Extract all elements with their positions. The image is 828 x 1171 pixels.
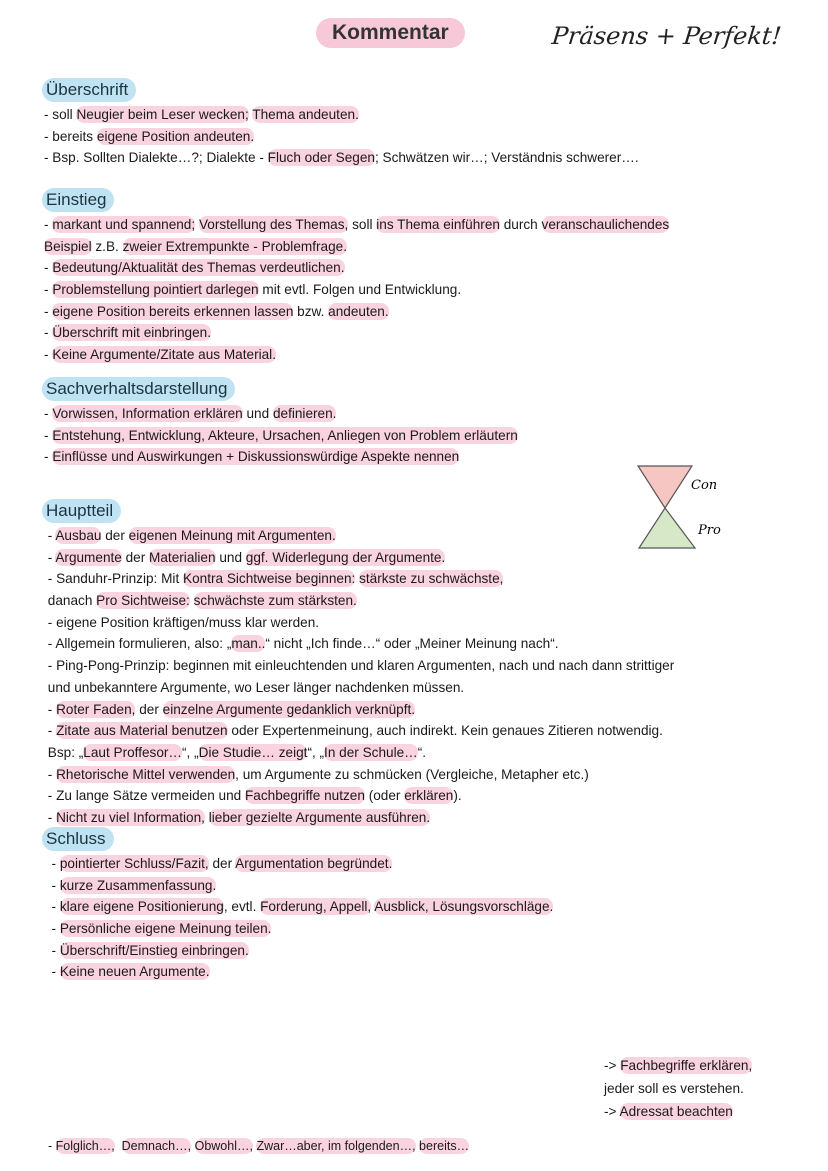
list-item — [48, 1136, 469, 1158]
highlighted-text: Die Studie… zeigt — [198, 744, 308, 760]
text: - — [44, 877, 60, 893]
highlighted-text: Neugier beim Leser wecken; — [76, 107, 249, 122]
highlighted-text: Keine neuen Argumente. — [59, 964, 210, 980]
list-item — [44, 301, 814, 323]
text: der — [135, 701, 163, 717]
highlighted-text: ggf. Widerlegung der Argumente. — [245, 549, 446, 565]
text: bzw. — [293, 303, 329, 319]
highlighted-text: ins Thema einführen — [376, 217, 500, 232]
text: , evtl. — [223, 899, 261, 915]
highlighted-text: schwächste zum stärksten. — [193, 593, 357, 609]
highlighted-text: andeuten. — [328, 303, 389, 319]
text: ). — [453, 788, 462, 804]
text: durch — [499, 217, 542, 232]
text: - — [44, 809, 57, 825]
highlighted-text: eigene Position bereits erkennen lassen — [52, 303, 294, 319]
highlighted-text: Folglich…, — [55, 1139, 115, 1153]
list-item — [44, 236, 814, 258]
highlighted-text: Pro Sichtweise: — [96, 593, 190, 609]
text: - — [44, 899, 60, 915]
list-item — [44, 785, 814, 807]
text: (oder — [364, 788, 405, 804]
highlighted-text: eigene Position andeuten. — [96, 128, 255, 144]
text: mit evtl. Folgen und Entwicklung. — [258, 282, 462, 298]
highlighted-text: Rhetorische Mittel verwenden — [56, 766, 236, 782]
highlighted-text: pointierter Schluss/Fazit, — [59, 856, 209, 871]
text: - bereits — [44, 128, 97, 144]
highlighted-text: markant und spannend; — [52, 217, 196, 232]
text: - — [44, 282, 53, 298]
highlighted-text: Nicht zu viel Information, — [56, 809, 205, 825]
list-item — [44, 612, 814, 634]
highlighted-text: veranschaulichendes — [541, 217, 670, 232]
text: danach — [44, 593, 97, 609]
hourglass-bottom-pro — [639, 508, 695, 548]
list-item — [44, 590, 814, 612]
highlighted-text: Ausblick, Lösungsvorschläge. — [374, 899, 554, 915]
list-item — [44, 403, 814, 425]
list-item — [44, 322, 814, 344]
highlighted-text: Beispiel — [44, 238, 92, 254]
list-item — [44, 807, 814, 829]
section-heading: Überschrift — [42, 78, 136, 102]
section-schluss — [44, 827, 814, 983]
list-item — [44, 742, 814, 764]
text: der — [121, 549, 150, 565]
highlighted-text: erklären — [404, 788, 454, 804]
list-item — [44, 764, 814, 786]
text: jeder soll es verstehen. — [604, 1081, 744, 1096]
text: - — [48, 1139, 56, 1153]
page-title: Kommentar — [316, 18, 465, 48]
list-item — [44, 279, 814, 301]
highlighted-text: Laut Proffesor… — [83, 744, 183, 760]
highlighted-text: Zwar…aber, im folgenden…, — [256, 1139, 416, 1153]
list-item — [44, 720, 814, 742]
highlighted-text: Entstehung, Entwicklung, Akteure, Ursachen, Anliegen von Problem erläutern — [52, 427, 518, 443]
text: - — [44, 427, 53, 443]
highlighted-text: klare eigene Positionierung — [59, 899, 224, 915]
text: z.B. — [91, 238, 123, 254]
highlighted-text: Kontra Sichtweise beginnen: — [183, 571, 356, 587]
text: “ nicht „Ich finde…“ oder „Meiner Meinung nach“. — [265, 636, 559, 652]
list-item — [604, 1054, 752, 1077]
highlighted-text: Keine Argumente/Zitate aus Material. — [52, 347, 276, 363]
list-item — [44, 677, 814, 699]
text: - Allgemein formulieren, also: „ — [44, 636, 232, 652]
text: ; Schwätzen wir…; Verständnis schwerer…. — [374, 150, 639, 166]
text: - — [44, 942, 60, 958]
text: - — [44, 549, 56, 565]
list-item — [44, 126, 814, 148]
highlighted-text: Zitate aus Material benutzen — [56, 723, 228, 739]
text: und — [242, 406, 273, 421]
text: - soll — [44, 107, 77, 122]
text: - — [44, 528, 56, 543]
highlighted-text: Überschrift/Einstieg einbringen. — [59, 942, 249, 958]
highlighted-text: Vorwissen, Information erklären — [52, 406, 243, 421]
list-item — [44, 918, 814, 940]
list-item — [44, 875, 814, 897]
text: - — [44, 217, 53, 232]
text: Bsp: „ — [44, 744, 84, 760]
list-item — [44, 961, 814, 983]
handwritten-note: Präsens + Perfekt! — [550, 22, 783, 50]
highlighted-text: eigenen Meinung mit Argumenten. — [128, 528, 336, 543]
list-item — [44, 896, 814, 918]
highlighted-text: stärkste zu schwächste, — [359, 571, 504, 587]
section-heading: Einstieg — [42, 188, 114, 212]
highlighted-text: Problemstellung pointiert darlegen — [52, 282, 259, 298]
connector-words — [48, 1136, 469, 1158]
text: - — [44, 303, 53, 319]
text: “, „ — [182, 744, 199, 760]
list-item — [44, 853, 814, 875]
highlighted-text: Einflüsse und Auswirkungen + Diskussionswürdige Aspekte nennen — [52, 449, 460, 465]
text: und unbekanntere Argumente, wo Leser länger nachdenken müssen. — [44, 679, 465, 695]
highlighted-text: Fluch oder Segen — [267, 150, 375, 166]
text: “. — [417, 744, 427, 760]
text: - Zu lange Sätze vermeiden und — [44, 788, 245, 804]
highlighted-text: zweier Extrempunkte - Problemfrage. — [122, 238, 347, 254]
highlighted-text: Thema andeuten. — [252, 107, 359, 122]
highlighted-text: Argumentation begründet. — [235, 856, 393, 871]
highlighted-text: Persönliche eigene Meinung teilen. — [59, 921, 272, 937]
text: - Ping-Pong-Prinzip: beginnen mit einleuchtenden und klaren Argumenten, nach und nach dann strittiger — [44, 658, 675, 674]
hourglass-top-con — [638, 466, 692, 508]
highlighted-text: In der Schule… — [324, 744, 418, 760]
section-heading: Schluss — [42, 827, 114, 851]
highlighted-text: Adressat beachten — [619, 1104, 733, 1119]
section-heading: Sachverhaltsdarstellung — [42, 377, 235, 401]
text: “, „ — [307, 744, 325, 760]
pro-label: Pro — [698, 523, 721, 538]
text: - Bsp. Sollten Dialekte…?; Dialekte - — [44, 150, 268, 166]
highlighted-text: Forderung, Appell, — [260, 899, 372, 915]
highlighted-text: Demnach…, — [121, 1139, 192, 1153]
text: - — [44, 766, 57, 782]
highlighted-text: Bedeutung/Aktualität des Themas verdeutlichen. — [52, 260, 345, 276]
text: oder Expertenmeinung, auch indirekt. Kein genaues Zitieren notwendig. — [227, 723, 663, 739]
text: - — [44, 921, 60, 937]
list-item — [604, 1100, 752, 1123]
highlighted-text: definieren. — [272, 406, 337, 421]
list-item — [604, 1077, 752, 1100]
list-item — [44, 147, 814, 169]
highlighted-text: einzelne Argumente gedanklich verknüpft. — [162, 701, 416, 717]
list-item — [44, 568, 814, 590]
list-item — [44, 699, 814, 721]
text: - — [44, 856, 60, 871]
highlighted-text: Roter Faden, — [56, 701, 136, 717]
section-einstieg — [44, 188, 814, 366]
text: der — [208, 856, 236, 871]
text: -> — [604, 1058, 621, 1073]
text: und — [215, 549, 246, 565]
text: soll — [348, 217, 377, 232]
text: - — [44, 260, 53, 276]
text: - Sanduhr-Prinzip: Mit — [44, 571, 184, 587]
text: - — [44, 701, 57, 717]
text: -> — [604, 1104, 620, 1119]
list-item — [44, 940, 814, 962]
list-item — [44, 344, 814, 366]
list-item — [44, 633, 814, 655]
highlighted-text: Fachbegriffe nutzen — [245, 788, 365, 804]
highlighted-text: Argumente — [55, 549, 122, 565]
con-label: Con — [691, 478, 718, 493]
text: - — [44, 347, 53, 363]
list-item — [44, 214, 814, 236]
highlighted-text: Ausbau — [55, 528, 102, 543]
highlighted-text: Materialien — [149, 549, 216, 565]
highlighted-text: man.. — [231, 636, 266, 652]
text: - — [44, 449, 53, 465]
section-ueberschrift — [44, 78, 814, 169]
hourglass-diagram — [634, 462, 734, 554]
list-item — [44, 104, 814, 126]
highlighted-text: kurze Zusammenfassung. — [59, 877, 217, 893]
list-item — [44, 655, 814, 677]
text — [115, 1139, 122, 1153]
section-heading: Hauptteil — [42, 499, 121, 523]
side-note — [604, 1054, 752, 1123]
text: der — [101, 528, 129, 543]
highlighted-text: lieber gezielte Argumente ausführen. — [208, 809, 431, 825]
section-sachverhaltsdarstellung — [44, 377, 814, 468]
text: - — [44, 406, 53, 421]
text: - eigene Position kräftigen/muss klar werden. — [44, 614, 320, 630]
list-item — [44, 257, 814, 279]
highlighted-text: Fachbegriffe erklären, — [620, 1058, 753, 1073]
highlighted-text: Obwohl…, — [194, 1139, 253, 1153]
list-item — [44, 425, 814, 447]
text: - — [44, 325, 53, 341]
text: - — [44, 964, 60, 980]
text: - — [44, 723, 57, 739]
highlighted-text: Vorstellung des Themas, — [198, 217, 349, 232]
highlighted-text: Überschrift mit einbringen. — [52, 325, 211, 341]
text: , um Argumente zu schmücken (Vergleiche, Metapher etc.) — [235, 766, 589, 782]
highlighted-text: bereits… — [419, 1139, 470, 1153]
